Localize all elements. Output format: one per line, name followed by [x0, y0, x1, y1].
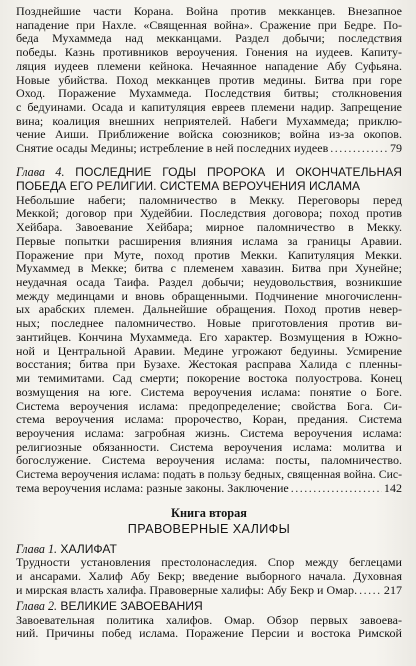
chapter-label: Глава 4.	[16, 164, 65, 179]
description-line: Трудности установления престолонаследия. Спор между беглецами	[16, 555, 402, 570]
chapter-title-line	[16, 166, 402, 180]
book-title: ПРАВОВЕРНЫЕ ХАЛИФЫ	[127, 521, 291, 536]
chapter-1-description	[16, 556, 402, 597]
description-line: богослужение. Система вероучения ислама: посты, паломничество.	[16, 453, 402, 468]
chapter-4-heading	[16, 166, 402, 194]
description-line: Завоевательная политика халифов. Омар. Обзор первых завоева-	[16, 612, 402, 627]
description-line: ых арабских племен. Дальнейшие обращения. Поход против невер-	[16, 302, 402, 317]
chapter-4-description	[16, 194, 402, 496]
dot-leader	[291, 482, 382, 496]
description-line: неудачная осада Таифа. Раздел добычи; неудовольствия, возникшие	[16, 275, 402, 290]
description-line: вина; коалиция внешних неприятелей. Набеги Мухаммеда; приклю-	[16, 113, 402, 128]
description-line: с бедуинами. Осада и капитуляция евреев племени надир. Запрещение	[16, 100, 402, 115]
chapter-title: ХАЛИФАТ	[60, 541, 117, 556]
chapter-label: Глава 2.	[16, 598, 58, 613]
description-line: стема вероучения ислама: пророчество, Коран, предания. Система	[16, 412, 402, 427]
toc-entry-end	[16, 482, 402, 496]
description-line: ми темимитами. Сад смерти; покорение востока полуострова. Конец	[16, 371, 402, 386]
description-line: Первые попытки расширения влияния ислама за границы Аравии.	[16, 233, 402, 248]
chapter-2-heading	[16, 600, 402, 614]
description-line: и ансарами. Халиф Абу Бекр; введение выборного начала. Духовная	[16, 569, 402, 584]
chapter-1-heading	[16, 543, 402, 557]
description-line: между мединцами и вновь обращенными. Подчинение многочисленн-	[16, 288, 402, 303]
dot-leader	[359, 584, 382, 598]
description-line: зантийцев. Кончина Мухаммеда. Его характер. Возмущения в Южно-	[16, 329, 402, 344]
chapter-2-description	[16, 614, 402, 641]
description-line: Мухаммед в Мекке; битва с племенем хавазин. Битва при Хунейне;	[16, 261, 402, 276]
chapter-title-line	[16, 600, 402, 614]
description-line: Небольшие набеги; паломничество в Мекку. Переговоры перед	[16, 192, 402, 207]
chapter-title-line	[16, 543, 402, 557]
description-line: Оход. Поражение Мухаммеда. Последствия битвы; столкновения	[16, 86, 402, 101]
description-line: восстания; битва при Бузахе. Жестокая расправа Халида с пленны-	[16, 357, 402, 372]
book-heading	[16, 506, 402, 537]
description-line: Хейбара. Завоевание Хейбара; мирное паломничество в Мекку.	[16, 220, 402, 235]
description-line: победы. Казнь противников вероучения. Гонения на иудеев. Капиту-	[16, 45, 402, 60]
description-line: Новые убийства. Поход мекканцев против медины. Битва при горе	[16, 72, 402, 87]
description-line: ний. Причины побед ислама. Поражение Персии и востока Римской	[16, 626, 402, 641]
page-number: 217	[383, 582, 402, 597]
chapter-title-line: ПОБЕДА ЕГО РЕЛИГИИ. СИСТЕМА ВЕРОУЧЕНИЯ ИСЛАМА	[16, 178, 361, 193]
page-number: 79	[389, 141, 402, 156]
toc-entry-end	[16, 142, 402, 156]
section-continued-description	[16, 5, 402, 156]
description-line: Позднейшие части Корана. Война против мекканцев. Внезапное	[16, 4, 402, 18]
description-line: ляция иудеев племени кейнока. Нечаянное нападение Абу Суфьяна.	[16, 58, 402, 73]
description-line: чение Аиши. Приближение войска союзников; война из-за окопов.	[16, 127, 402, 142]
description-line: тема вероучения ислама: разные законы. Заключение	[16, 480, 289, 495]
toc-entry-end	[16, 584, 402, 598]
description-line: Система вероучения ислама: предопределение; свойства Бога. Си-	[16, 398, 402, 413]
description-line: Система вероучения ислама: подать в пользу бедных, священная война. Сис-	[16, 468, 402, 482]
description-line: нападение при Нахле. «Священная война». Сражение при Бедре. По-	[16, 17, 402, 32]
chapter-label: Глава 1.	[16, 541, 58, 556]
description-line: вероучения ислама: загробная жизнь. Система вероучения ислама:	[16, 425, 402, 440]
description-line: Поражение при Муте, поход против Мекки. Капитуляция Мекки.	[16, 247, 402, 262]
chapter-title: ВЕЛИКИЕ ЗАВОЕВАНИЯ	[60, 598, 203, 613]
description-line: беда Мухаммеда над мекканцами. Раздел добычи; последствия	[16, 31, 402, 46]
description-line: возмущения на юге. Система вероучения ислама: понятие о Боге.	[16, 384, 402, 399]
page-number: 142	[383, 480, 402, 495]
description-line: ной и Центральной Аравии. Медине угрожают бедуины. Усмирение	[16, 343, 402, 358]
chapter-title: ПОСЛЕДНИЕ ГОДЫ ПРОРОКА И ОКОНЧАТЕЛЬНАЯ	[75, 164, 402, 179]
description-line: и мирская власть халифа. Правоверные халифы: Абу Бекр и Омар.	[16, 582, 358, 597]
dot-leader	[330, 142, 388, 156]
description-line: ных; последнее паломничество. Новые приготовления против ви-	[16, 316, 402, 331]
description-line: Меккой; договор при Худейбии. Последствия договора; поход против	[16, 206, 402, 221]
book-number: Книга вторая	[171, 505, 247, 520]
description-line: религиозные обязанности. Система вероучения ислама: молитва и	[16, 439, 402, 454]
description-line: Снятие осады Медины; истребление в ней последних иудеев	[16, 141, 329, 156]
